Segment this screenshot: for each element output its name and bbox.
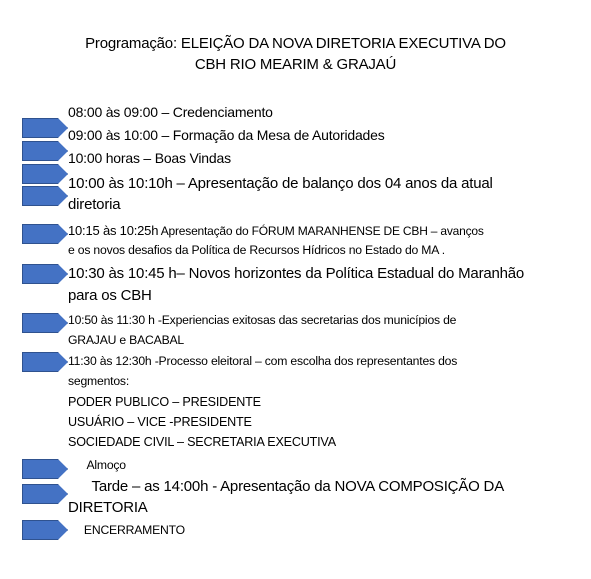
schedule-tarde-line-2: DIRETORIA [68, 499, 148, 516]
schedule-horizontes-line-1: 10:30 às 10:45 h– Novos horizontes da Política Estadual do Maranhão [68, 265, 525, 282]
arrow-right-icon [22, 459, 68, 479]
arrow-right-icon [22, 224, 68, 244]
schedule-credenciamento: 08:00 às 09:00 – Credenciamento [68, 104, 273, 120]
forum-time: 10:15 às 10:25h [68, 223, 159, 238]
arrow-right-icon [22, 484, 68, 504]
schedule-processo-line-2: segmentos: [68, 374, 130, 388]
schedule-horizontes-line-2: para os CBH [68, 287, 152, 304]
schedule-almoco: Almoço [68, 458, 126, 472]
arrow-right-icon [22, 186, 68, 206]
schedule-tarde-line-1: Tarde – as 14:00h - Apresentação da NOVA COMPOSIÇÃO DA [68, 478, 504, 495]
forum-text: Apresentação do FÓRUM MARANHENSE DE CBH – avanços [158, 224, 484, 238]
arrow-right-icon [22, 264, 68, 284]
schedule-forum-line-1 [68, 221, 484, 241]
arrow-right-icon [22, 520, 68, 540]
schedule-encerramento: ENCERRAMENTO [68, 523, 185, 537]
schedule-balanco-line-2: diretoria [68, 196, 121, 213]
segment-poder-publico: PODER PUBLICO – PRESIDENTE [68, 395, 261, 409]
schedule-forum-line-2: e os novos desafios da Política de Recursos Hídricos no Estado do MA . [68, 243, 445, 257]
schedule-mesa: 09:00 às 10:00 – Formação da Mesa de Autoridades [68, 127, 385, 143]
schedule-processo-line-1: 11:30 às 12:30h -Processo eleitoral – com escolha dos representantes dos [68, 354, 458, 368]
title-line-1: Programação: ELEIÇÃO DA NOVA DIRETORIA EXECUTIVA DO [85, 35, 506, 52]
segment-sociedade-civil: SOCIEDADE CIVIL – SECRETARIA EXECUTIVA [68, 435, 336, 449]
segment-usuario: USUÁRIO – VICE -PRESIDENTE [68, 415, 252, 429]
schedule-balanco-line-1: 10:00 às 10:10h – Apresentação de balanço dos 04 anos da atual [68, 175, 493, 192]
title-line-2: CBH RIO MEARIM & GRAJAÚ [194, 56, 397, 73]
arrow-right-icon [22, 352, 68, 372]
arrow-right-icon [22, 141, 68, 161]
schedule-experiencias-line-2: GRAJAU e BACABAL [68, 333, 185, 347]
schedule-experiencias-line-1: 10:50 às 11:30 h -Experiencias exitosas das secretarias dos municípios de [68, 313, 457, 327]
arrow-right-icon [22, 313, 68, 333]
arrow-right-icon [22, 118, 68, 138]
arrow-right-icon [22, 164, 68, 184]
schedule-boas-vindas: 10:00 horas – Boas Vindas [68, 150, 231, 166]
